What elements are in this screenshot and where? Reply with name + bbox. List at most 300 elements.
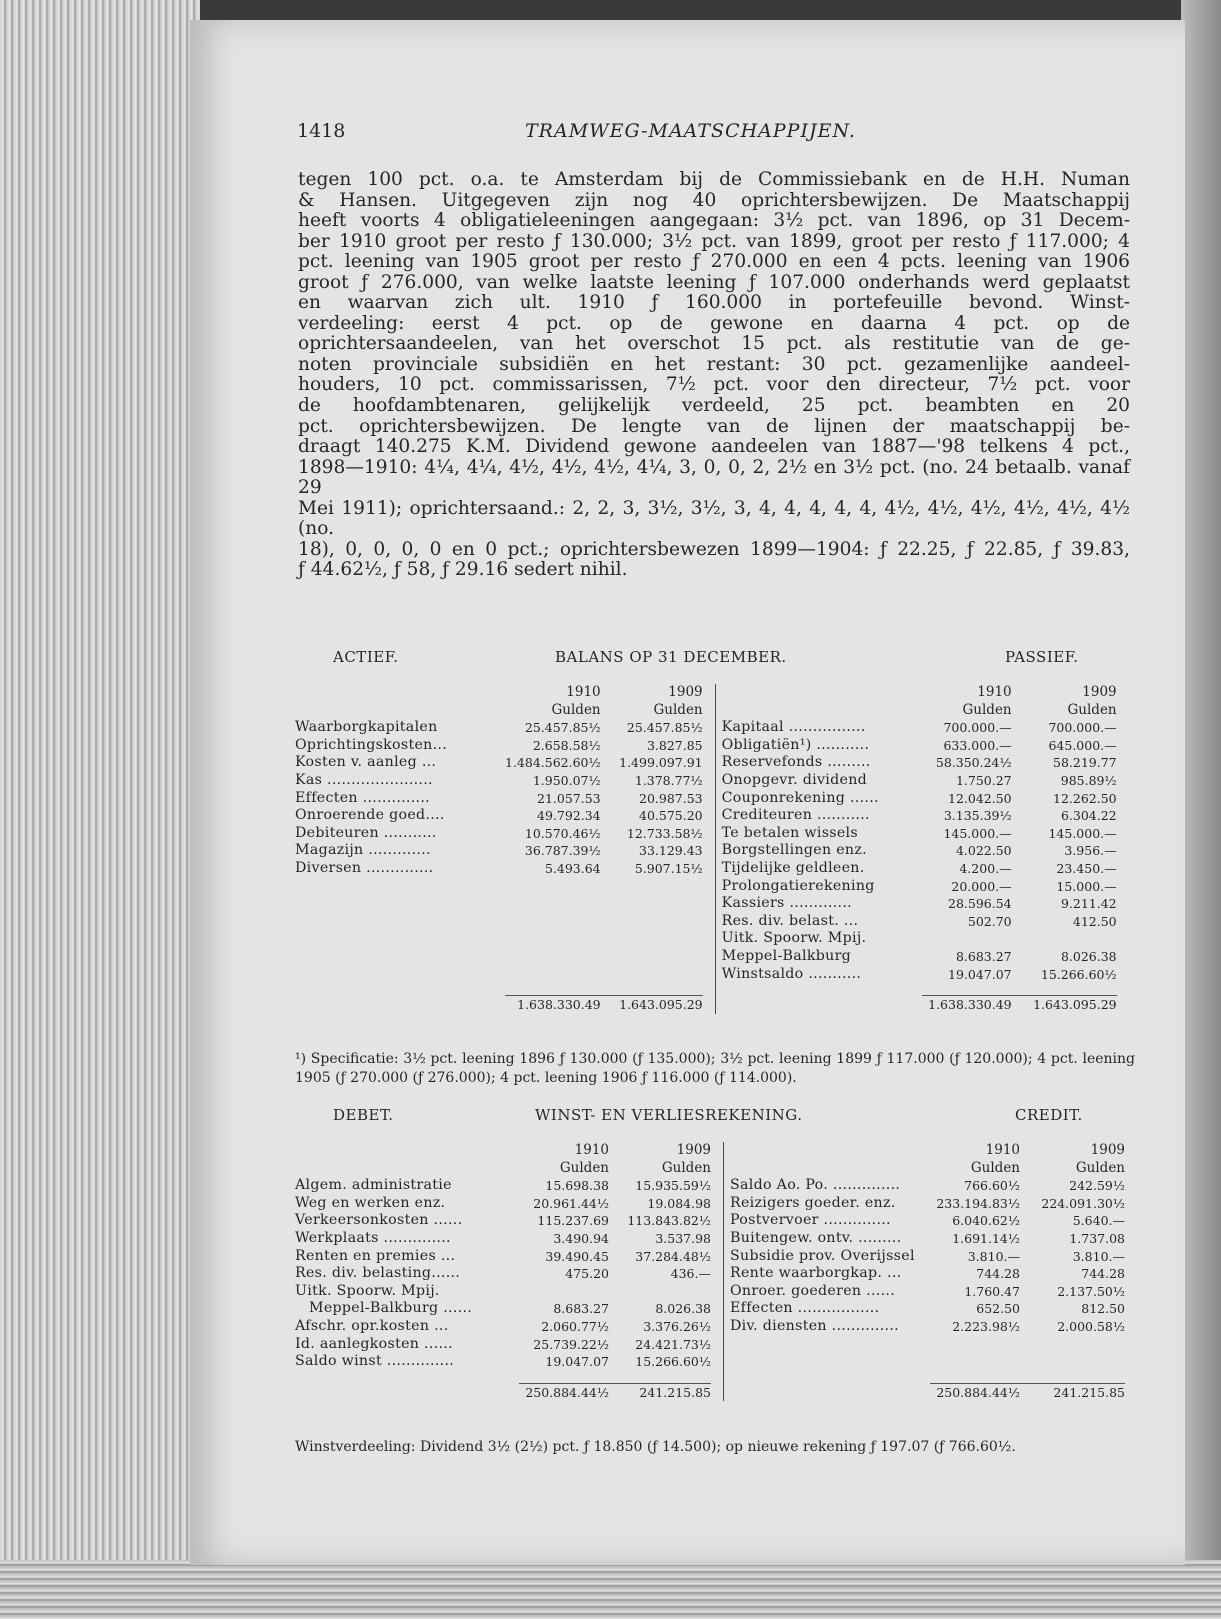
amount-1909: 58.219.77 <box>1053 755 1117 771</box>
amount-1909: 412.50 <box>1072 913 1117 929</box>
column-divider <box>703 895 716 913</box>
text-line: ƒ 44.62½, ƒ 58, ƒ 29.16 sedert nihil. <box>298 559 628 581</box>
amount-1909: 700.000.— <box>1048 720 1117 736</box>
row-label: Reservefonds ......... <box>721 754 871 771</box>
amount-1909: 8.026.38 <box>655 1301 711 1317</box>
blank-cell <box>1020 1371 1125 1384</box>
table-row <box>295 737 1117 755</box>
year-1909: 1909 <box>1090 1142 1125 1158</box>
column-divider <box>703 878 716 896</box>
column-divider <box>703 807 716 825</box>
year-1910: 1910 <box>566 684 601 700</box>
blank-cell <box>519 1371 609 1384</box>
amount-1910: 19.047.07 <box>948 966 1012 982</box>
table-row <box>295 1195 1125 1213</box>
row-label: Couponrekening ...... <box>721 789 879 806</box>
table-row <box>295 702 1117 720</box>
amount-1909: 2.000.58½ <box>1057 1318 1125 1334</box>
amount-1909: 15.000.— <box>1056 878 1117 894</box>
balance-sheet-header <box>295 648 1135 670</box>
table-row <box>295 1336 1125 1354</box>
unit-label: Gulden <box>1075 1159 1125 1176</box>
row-label: Effecten .............. <box>295 789 430 806</box>
table-row <box>295 913 1117 931</box>
amount-1910: 36.787.39½ <box>524 843 601 859</box>
text-line: Mei 1911); oprichtersaand.: 2, 2, 3, 3½, 3½, 3, 4, 4, 4, 4, 4, 4½, 4½, 4½, 4½, 4½, 4½ (no. <box>298 497 1130 540</box>
table-row <box>295 1142 1125 1160</box>
blank-cell <box>295 702 505 720</box>
table-row <box>295 895 1117 913</box>
row-label: Verkeersonkosten ...... <box>295 1212 463 1229</box>
blank-cell <box>724 1142 931 1160</box>
amount-1909: 645.000.— <box>1048 737 1117 753</box>
amount-1910: 21.057.53 <box>537 790 601 806</box>
blank-cell <box>715 996 922 1014</box>
table-row <box>295 842 1117 860</box>
amount-1909: 812.50 <box>1081 1301 1125 1317</box>
amount-1910: 25.739.22½ <box>533 1336 609 1352</box>
amount-1910: 475.20 <box>565 1266 609 1282</box>
text-line: houders, 10 pct. commissarissen, 7½ pct. voor den directeur, 7½ pct. voor <box>298 374 1130 396</box>
table-row <box>295 996 1117 1014</box>
blank-cell <box>505 895 601 913</box>
blank-cell <box>1020 1353 1125 1371</box>
total-1910: 1.638.330.49 <box>922 996 1012 1014</box>
row-label: Subsidie prov. Overijssel <box>730 1247 915 1264</box>
amount-1910: 6.040.62½ <box>952 1213 1020 1229</box>
column-divider <box>703 860 716 878</box>
profit-loss-title: WINST- EN VERLIESREKENING. <box>535 1106 803 1124</box>
blank-cell <box>295 1371 519 1384</box>
column-divider <box>703 702 716 720</box>
text-line: de hoofdambtenaren, gelijkelijk verdeeld, 25 pct. beambten en 20 <box>298 395 1130 417</box>
amount-1910: 10.570.46½ <box>524 825 601 841</box>
amount-1910: 633.000.— <box>943 737 1012 753</box>
table-row <box>295 684 1117 702</box>
row-label: Buitengew. ontv. ......... <box>730 1229 902 1246</box>
column-divider <box>703 684 716 702</box>
credit-heading: CREDIT. <box>1015 1106 1083 1124</box>
column-divider <box>711 1177 724 1195</box>
passief-heading: PASSIEF. <box>1005 648 1079 666</box>
blank-cell <box>295 930 505 948</box>
text-line: noten provinciale subsidiën en het restant: 30 pct. gezamenlijke aandeel- <box>298 353 1130 375</box>
total-1909: 241.215.85 <box>1020 1383 1125 1401</box>
row-label: Debiteuren ........... <box>295 824 437 841</box>
text-line: 1898—1910: 4¼, 4¼, 4½, 4½, 4½, 4¼, 3, 0, 0, 2, 2½ en 3½ pct. (no. 24 betaalb. vanaf 29 <box>298 456 1130 499</box>
running-title: TRAMWEG-MAATSCHAPPIJEN. <box>525 120 856 142</box>
table-row <box>295 807 1117 825</box>
text-line: oprichtersaandeelen, van het overschot 15 pct. als restitutie van de ge- <box>298 333 1130 355</box>
balance-sheet <box>295 648 1135 1014</box>
amount-1910: 145.000.— <box>943 825 1012 841</box>
unit-label: Gulden <box>559 1159 609 1176</box>
column-divider <box>711 1230 724 1248</box>
amount-1910: 1.750.27 <box>955 772 1012 788</box>
column-divider <box>703 996 716 1014</box>
balance-footnote: ¹) Specificatie: 3½ pct. leening 1896 ƒ 130.000 (ƒ 135.000); 3½ pct. leening 1899 ƒ 117.000 (ƒ 120.000); 4 pct. leening 1905 (ƒ 270.000 (ƒ 276.000); 4 pct. leening 1906 ƒ 116.000 (ƒ 114.000). <box>295 1051 1135 1086</box>
row-label: Kosten v. aanleg ... <box>295 754 437 771</box>
blank-cell <box>724 1383 931 1401</box>
row-label: Postvervoer .............. <box>730 1212 891 1229</box>
amount-1910: 3.490.94 <box>553 1230 609 1246</box>
blank-cell <box>295 1142 519 1160</box>
row-label: Saldo Ao. Po. .............. <box>730 1177 901 1194</box>
column-divider <box>711 1212 724 1230</box>
blank-cell <box>601 966 703 984</box>
profit-distribution-note: Winstverdeeling: Dividend 3½ (2½) pct. ƒ 18.850 (ƒ 14.500); op nieuwe rekening ƒ 197.07 (ƒ 766.60½. <box>295 1439 1016 1455</box>
table-row <box>295 1177 1125 1195</box>
amount-1910: 49.792.34 <box>537 808 601 824</box>
unit-label: Gulden <box>962 701 1012 718</box>
total-1910: 250.884.44½ <box>930 1383 1020 1401</box>
amount-1909: 23.450.— <box>1056 860 1117 876</box>
table-row <box>295 825 1117 843</box>
text-line: draagt 140.275 K.M. Dividend gewone aandeelen van 1887—'98 telkens 4 pct., <box>298 436 1130 458</box>
row-label: Borgstellingen enz. <box>721 842 867 859</box>
table-row <box>295 930 1117 948</box>
row-label: Onroer. goederen ...... <box>730 1282 896 1299</box>
column-divider <box>703 948 716 966</box>
column-divider <box>711 1283 724 1301</box>
blank-cell <box>295 996 505 1014</box>
blank-cell <box>1020 1336 1125 1354</box>
amount-1909: 15.266.60½ <box>1040 966 1117 982</box>
amount-1910: 2.658.58½ <box>532 737 601 753</box>
amount-1910: 25.457.85½ <box>524 720 601 736</box>
blank-cell <box>724 1353 931 1371</box>
row-label: Uitk. Spoorw. Mpij. <box>295 1282 440 1299</box>
table-row <box>295 1383 1125 1401</box>
table-row <box>295 1265 1125 1283</box>
row-label: Div. diensten .............. <box>730 1317 899 1334</box>
column-divider <box>703 930 716 948</box>
blank-cell <box>295 966 505 984</box>
amount-1909: 3.827.85 <box>646 737 703 753</box>
column-divider <box>711 1371 724 1384</box>
amount-1910: 502.70 <box>967 913 1012 929</box>
blank-cell <box>601 930 703 948</box>
amount-1909: 3.537.98 <box>655 1230 711 1246</box>
row-label: Uitk. Spoorw. Mpij. <box>721 930 867 947</box>
row-label: Tijdelijke geldleen. <box>721 859 865 876</box>
row-label: Oprichtingskosten... <box>295 736 448 753</box>
total-1910: 1.638.330.49 <box>505 996 601 1014</box>
amount-1910: 744.28 <box>976 1266 1020 1282</box>
row-label: Waarborgkapitalen <box>295 719 438 736</box>
amount-1910: 15.698.38 <box>545 1178 609 1194</box>
text-line: en waarvan zich ult. 1910 ƒ 160.000 in portefeuille bevond. Winst- <box>298 292 1130 314</box>
actief-heading: ACTIEF. <box>333 648 399 666</box>
blank-cell <box>295 913 505 931</box>
text-line: pct. oprichtersbewijzen. De lengte van de lijnen der maatschappij be- <box>298 415 1130 437</box>
row-label: Kapitaal ................ <box>721 719 866 736</box>
amount-1910: 2.060.77½ <box>541 1318 609 1334</box>
amount-1909: 1.737.08 <box>1069 1230 1125 1246</box>
blank-cell <box>505 983 601 996</box>
text-line: pct. leening van 1905 groot per resto ƒ 270.000 en een 4 pcts. leening van 1906 <box>298 251 1130 273</box>
year-1909: 1909 <box>676 1142 711 1158</box>
total-1910: 250.884.44½ <box>519 1383 609 1401</box>
row-label: Onroerende goed.... <box>295 807 445 824</box>
column-divider <box>703 913 716 931</box>
blank-cell <box>295 983 505 996</box>
blank-cell <box>295 1383 519 1401</box>
column-divider <box>703 772 716 790</box>
amount-1910: 8.683.27 <box>955 948 1012 964</box>
table-row <box>295 1248 1125 1266</box>
table-row <box>295 878 1117 896</box>
table-row <box>295 983 1117 996</box>
amount-1910: 4.022.50 <box>955 843 1012 859</box>
blank-cell <box>724 1160 931 1178</box>
year-1909: 1909 <box>1082 684 1117 700</box>
total-1909: 1.643.095.29 <box>601 996 703 1014</box>
column-divider <box>703 754 716 772</box>
amount-1909: 1.378.77½ <box>634 772 703 788</box>
row-label: Kassiers ............. <box>721 895 852 912</box>
amount-1909: 3.810.— <box>1072 1248 1125 1264</box>
page-number: 1418 <box>297 120 346 142</box>
column-divider <box>711 1353 724 1371</box>
row-label: Effecten ................. <box>730 1300 880 1317</box>
amount-1910: 20.961.44½ <box>533 1195 609 1211</box>
profit-loss-header <box>295 1106 1135 1128</box>
amount-1909: 40.575.20 <box>639 808 703 824</box>
unit-label: Gulden <box>661 1159 711 1176</box>
amount-1909: 24.421.73½ <box>635 1336 711 1352</box>
row-label: Meppel-Balkburg ...... <box>309 1300 473 1317</box>
amount-1909: 8.026.38 <box>1060 948 1117 964</box>
row-label: Saldo winst .............. <box>295 1353 455 1370</box>
column-divider <box>703 719 716 737</box>
amount-1909: 2.137.50½ <box>1057 1283 1125 1299</box>
amount-1909: 5.640.— <box>1072 1213 1125 1229</box>
text-line: tegen 100 pct. o.a. te Amsterdam bij de Commissiebank en de H.H. Numan <box>298 169 1130 190</box>
amount-1909: 19.084.98 <box>647 1195 711 1211</box>
amount-1910: 700.000.— <box>943 720 1012 736</box>
column-divider <box>711 1160 724 1178</box>
table-row <box>295 1318 1125 1336</box>
amount-1909: 15.935.59½ <box>635 1178 711 1194</box>
blank-cell <box>601 948 703 966</box>
blank-cell <box>505 913 601 931</box>
column-divider <box>711 1383 724 1401</box>
balance-sheet-table <box>295 684 1117 1014</box>
amount-1910: 1.691.14½ <box>952 1230 1020 1246</box>
blank-cell <box>601 983 703 996</box>
amount-1909: 3.376.26½ <box>643 1318 711 1334</box>
blank-cell <box>505 966 601 984</box>
blank-cell <box>295 684 505 702</box>
amount-1910: 115.237.69 <box>537 1213 609 1229</box>
year-1910: 1910 <box>985 1142 1020 1158</box>
blank-cell <box>601 895 703 913</box>
row-label: Weg en werken enz. <box>295 1194 446 1211</box>
row-label: Id. aanlegkosten ...... <box>295 1335 453 1352</box>
blank-cell <box>609 1371 711 1384</box>
blank-cell <box>505 878 601 896</box>
year-1910: 1910 <box>977 684 1012 700</box>
blank-cell <box>295 895 505 913</box>
total-1909: 1.643.095.29 <box>1012 996 1117 1014</box>
blank-cell <box>715 702 922 720</box>
amount-1910: 1.484.562.60½ <box>505 755 601 771</box>
row-label: Meppel-Balkburg <box>721 947 852 964</box>
amount-1909: 6.304.22 <box>1060 808 1117 824</box>
amount-1910: 5.493.64 <box>544 860 601 876</box>
table-row <box>295 1371 1125 1384</box>
amount-1909: 436.— <box>670 1266 711 1282</box>
amount-1909: 12.262.50 <box>1053 790 1117 806</box>
table-row <box>295 1212 1125 1230</box>
table-row <box>295 754 1117 772</box>
row-label: Crediteuren ........... <box>721 807 870 824</box>
amount-1910: 4.200.— <box>959 860 1012 876</box>
amount-1909: 985.89½ <box>1060 772 1117 788</box>
amount-1910: 12.042.50 <box>948 790 1012 806</box>
row-label: Te betalen wissels <box>721 824 858 841</box>
text-line: & Hansen. Uitgegeven zijn nog 40 oprichtersbewijzen. De Maatschappij <box>298 189 1130 211</box>
amount-1909: 242.59½ <box>1069 1178 1125 1194</box>
unit-label: Gulden <box>970 1159 1020 1176</box>
amount-1909: 37.284.48½ <box>635 1248 711 1264</box>
amount-1910: 19.047.07 <box>545 1354 609 1370</box>
table-row <box>295 719 1117 737</box>
row-label: Reizigers goeder. enz. <box>730 1194 896 1211</box>
unit-label: Gulden <box>551 701 601 718</box>
column-divider <box>711 1318 724 1336</box>
amount-1910: 8.683.27 <box>553 1301 609 1317</box>
text-line: verdeeling: eerst 4 pct. op de gewone en daarna 4 pct. op de <box>298 312 1130 334</box>
balance-sheet-title: BALANS OP 31 DECEMBER. <box>555 648 787 666</box>
blank-cell <box>930 1371 1020 1384</box>
amount-1909: 20.987.53 <box>639 790 703 806</box>
row-label: Res. div. belasting...... <box>295 1265 461 1282</box>
blank-cell <box>922 983 1012 996</box>
amount-1909: 15.266.60½ <box>635 1354 711 1370</box>
column-divider <box>703 825 716 843</box>
table-row <box>295 790 1117 808</box>
table-row <box>295 948 1117 966</box>
amount-1910: 58.350.24½ <box>935 755 1012 771</box>
row-label: Renten en premies ... <box>295 1247 456 1264</box>
row-label: Res. div. belast. ... <box>721 912 859 929</box>
row-label: Magazijn ............. <box>295 842 431 859</box>
amount-1909: 3.956.— <box>1064 843 1117 859</box>
amount-1909: 744.28 <box>1081 1266 1125 1282</box>
column-divider <box>711 1300 724 1318</box>
table-row <box>295 966 1117 984</box>
row-label: Kas ...................... <box>295 771 433 788</box>
amount-1910 <box>519 1283 609 1301</box>
blank-cell <box>505 948 601 966</box>
table-row <box>295 1300 1125 1318</box>
blank-cell <box>295 1160 519 1178</box>
amount-1909: 33.129.43 <box>639 843 703 859</box>
amount-1910: 28.596.54 <box>948 896 1012 912</box>
row-label: Prolongatierekening <box>721 877 875 894</box>
column-divider <box>703 790 716 808</box>
amount-1910: 652.50 <box>976 1301 1020 1317</box>
column-divider <box>711 1248 724 1266</box>
row-label: Rente waarborgkap. ... <box>730 1265 902 1282</box>
blank-cell <box>715 684 922 702</box>
debet-heading: DEBET. <box>333 1106 394 1124</box>
amount-1909: 224.091.30½ <box>1041 1195 1125 1211</box>
column-divider <box>703 983 716 996</box>
blank-cell <box>601 913 703 931</box>
blank-cell <box>601 878 703 896</box>
unit-label: Gulden <box>1067 701 1117 718</box>
amount-1910: 766.60½ <box>964 1178 1020 1194</box>
blank-cell <box>295 878 505 896</box>
amount-1909 <box>609 1283 711 1301</box>
column-divider <box>711 1195 724 1213</box>
total-1909: 241.215.85 <box>609 1383 711 1401</box>
blank-cell <box>715 983 922 996</box>
row-label: Onopgevr. dividend <box>721 771 868 788</box>
amount-1909: 9.211.42 <box>1060 896 1117 912</box>
column-divider <box>703 966 716 984</box>
amount-1910: 3.135.39½ <box>943 808 1012 824</box>
amount-1909: 12.733.58½ <box>626 825 703 841</box>
blank-cell <box>724 1336 931 1354</box>
book-page-edge-right <box>1181 0 1221 1619</box>
profit-loss-account <box>295 1106 1135 1401</box>
text-line: 18), 0, 0, 0, 0 en 0 pct.; oprichtersbewezen 1899—1904: ƒ 22.25, ƒ 22.85, ƒ 39.83, <box>298 538 1130 560</box>
amount-1909: 145.000.— <box>1048 825 1117 841</box>
text-line: groot ƒ 276.000, van welke laatste leening ƒ 107.000 onderhands werd geplaatst <box>298 271 1130 293</box>
amount-1910: 233.194.83½ <box>936 1195 1020 1211</box>
blank-cell <box>1012 983 1117 996</box>
amount-1910: 1.950.07½ <box>532 772 601 788</box>
table-row <box>295 1353 1125 1371</box>
blank-cell <box>930 1336 1020 1354</box>
amount-1910: 1.760.47 <box>964 1283 1020 1299</box>
amount-1909: 25.457.85½ <box>626 720 703 736</box>
table-row <box>295 772 1117 790</box>
blank-cell <box>505 930 601 948</box>
amount-1910 <box>922 930 1012 948</box>
book-page-edges-bottom <box>0 1560 1221 1619</box>
table-row <box>295 1160 1125 1178</box>
column-divider <box>703 737 716 755</box>
blank-cell <box>295 948 505 966</box>
body-paragraph <box>298 170 1130 581</box>
year-1910: 1910 <box>574 1142 609 1158</box>
table-row <box>295 1230 1125 1248</box>
row-label: Obligatiën¹) ........... <box>721 736 870 753</box>
blank-cell <box>930 1353 1020 1371</box>
amount-1909 <box>1012 930 1117 948</box>
table-row <box>295 1283 1125 1301</box>
year-1909: 1909 <box>668 684 703 700</box>
row-label: Afschr. opr.kosten ... <box>295 1317 449 1334</box>
row-label: Diversen .............. <box>295 859 434 876</box>
row-label: Werkplaats .............. <box>295 1229 451 1246</box>
text-line: heeft voorts 4 obligatieleeningen aangegaan: 3½ pct. van 1896, op 31 Decem- <box>298 210 1130 232</box>
row-label: Winstsaldo ........... <box>721 965 862 982</box>
column-divider <box>711 1265 724 1283</box>
amount-1910: 20.000.— <box>951 878 1012 894</box>
amount-1909: 5.907.15½ <box>634 860 703 876</box>
book-page-edges-left <box>0 0 200 1619</box>
column-divider <box>711 1336 724 1354</box>
amount-1909: 1.499.097.91 <box>619 755 703 771</box>
column-divider <box>711 1142 724 1160</box>
unit-label: Gulden <box>653 701 703 718</box>
